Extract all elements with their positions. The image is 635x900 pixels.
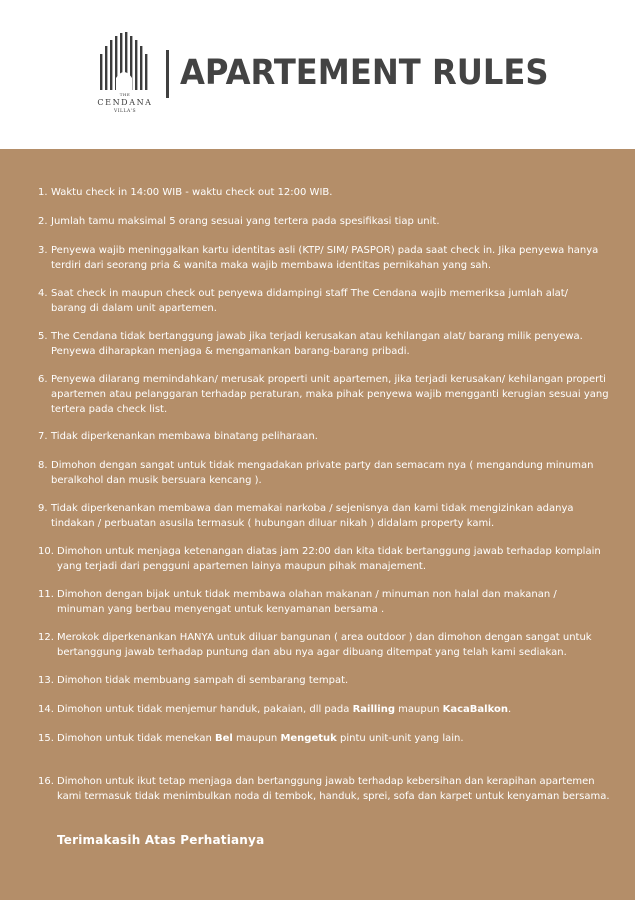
rule-text bbox=[38, 243, 608, 273]
rule-item bbox=[38, 774, 608, 804]
rule-fragment: pintu unit-unit yang lain. bbox=[336, 733, 464, 744]
rule-number: 16. bbox=[38, 776, 54, 787]
title-divider bbox=[166, 50, 169, 98]
rule-line: bertanggung jawab terhadap puntung dan abu nya agar dibuang ditempat yang telah kami sediakan. bbox=[57, 647, 567, 658]
rule-line: Dimohon dengan bijak untuk tidak membawa olahan makanan / minuman non halal dan makanan / bbox=[57, 589, 557, 600]
logo-sub: VILLA'S bbox=[113, 109, 137, 114]
rule-keyword: Bel bbox=[215, 733, 233, 744]
rule-fragment: maupun bbox=[395, 704, 443, 715]
rule-line: Dimohon dengan sangat untuk tidak mengadakan private party dan semacam nya ( mengandung minuman bbox=[51, 460, 594, 471]
rule-line: minuman yang berbau menyengat untuk kenyamanan bersama . bbox=[57, 604, 385, 615]
rule-line: Tidak diperkenankan membawa binatang peliharaan. bbox=[51, 431, 318, 442]
rule-line: tertera pada check list. bbox=[51, 404, 168, 415]
rule-text bbox=[38, 429, 608, 444]
rule-text bbox=[38, 185, 608, 200]
thanks-note: Terimakasih Atas Perhatianya bbox=[57, 833, 265, 847]
rule-text bbox=[38, 329, 608, 359]
rule-item bbox=[38, 501, 608, 531]
rule-line: The Cendana tidak bertanggung jawab jika terjadi kerusakan atau kehilangan alat/ barang milik penyewa. bbox=[51, 331, 583, 342]
rule-item bbox=[38, 429, 608, 444]
rule-keyword: Railling bbox=[352, 704, 395, 715]
logo-the: THE bbox=[119, 92, 131, 97]
rule-number: 4. bbox=[38, 288, 48, 299]
rule-number: 8. bbox=[38, 460, 48, 471]
rule-line: tindakan / perbuatan asusila termasuk ( hubungan diluar nikah ) didalam property kami. bbox=[51, 518, 495, 529]
rule-item bbox=[38, 286, 608, 316]
logo-name: CENDANA bbox=[97, 98, 153, 107]
rule-line: Waktu check in 14:00 WIB - waktu check out 12:00 WIB. bbox=[51, 187, 333, 198]
page-title: APARTEMENT RULES bbox=[180, 53, 549, 93]
rule-fragment: maupun bbox=[232, 733, 281, 744]
rule-number: 10. bbox=[38, 546, 54, 557]
rule-text bbox=[38, 731, 608, 746]
rule-text bbox=[38, 286, 608, 316]
rule-number: 6. bbox=[38, 374, 48, 385]
rule-line: Penyewa diharapkan menjaga & mengamankan barang-barang pribadi. bbox=[51, 346, 410, 357]
rule-item bbox=[38, 458, 608, 488]
rule-item bbox=[38, 243, 608, 273]
cendana-logo bbox=[96, 32, 154, 120]
rule-fragment: Dimohon untuk tidak menekan bbox=[57, 733, 216, 744]
rule-text bbox=[38, 501, 608, 531]
rule-item bbox=[38, 731, 608, 746]
rule-number: 1. bbox=[38, 187, 48, 198]
rule-number: 11. bbox=[38, 589, 54, 600]
rule-line: Jumlah tamu maksimal 5 orang sesuai yang tertera pada spesifikasi tiap unit. bbox=[51, 216, 440, 227]
rule-number: 7. bbox=[38, 431, 48, 442]
rule-text bbox=[38, 587, 608, 617]
rule-line: terdiri dari seorang pria & wanita maka wajib membawa identitas pernikahan yang sah. bbox=[51, 260, 492, 271]
rules-panel bbox=[0, 149, 635, 900]
rule-fragment: Dimohon untuk tidak menjemur handuk, pakaian, dll pada bbox=[57, 704, 353, 715]
rule-line: Dimohon tidak membuang sampah di sembarang tempat. bbox=[57, 675, 349, 686]
rule-item bbox=[38, 673, 608, 688]
rule-line: apartemen atau pelanggaran terhadap peraturan, maka pihak penyewa wajib mengganti kerugian sesuai yang bbox=[51, 389, 609, 400]
rule-line: yang terjadi dari pengguni apartemen lainya maupun pihak manajement. bbox=[57, 561, 427, 572]
rule-line: Tidak diperkenankan membawa dan memakai narkoba / sejenisnya dan kami tidak mengizinkan adanya bbox=[51, 503, 574, 514]
rule-number: 14. bbox=[38, 704, 54, 715]
rule-number: 9. bbox=[38, 503, 48, 514]
rule-line: Dimohon untuk menjaga ketenangan diatas jam 22:00 dan kita tidak bertanggung jawab terhadap komplain bbox=[57, 546, 601, 557]
rule-number: 13. bbox=[38, 675, 54, 686]
rule-item bbox=[38, 372, 608, 417]
rule-line: beralkohol dan musik bersuara kencang ). bbox=[51, 475, 262, 486]
rule-text bbox=[38, 214, 608, 229]
rule-line: kami termasuk tidak menimbulkan noda di tembok, handuk, sprei, sofa dan karpet untuk kenyaman bersama. bbox=[57, 791, 610, 802]
rule-line: Merokok diperkenankan HANYA untuk diluar bangunan ( area outdoor ) dan dimohon dengan sangat untuk bbox=[57, 632, 592, 643]
rule-line: Saat check in maupun check out penyewa didampingi staff The Cendana wajib memeriksa jumlah alat/ bbox=[51, 288, 569, 299]
header bbox=[0, 0, 635, 149]
rule-item bbox=[38, 702, 608, 717]
rule-item bbox=[38, 544, 608, 574]
rule-text bbox=[38, 702, 608, 717]
rule-line: barang di dalam unit apartemen. bbox=[51, 303, 217, 314]
rule-item bbox=[38, 587, 608, 617]
rule-text bbox=[38, 372, 608, 417]
rule-text bbox=[38, 673, 608, 688]
rule-item bbox=[38, 329, 608, 359]
rule-keyword: KacaBalkon bbox=[442, 704, 508, 715]
rule-number: 3. bbox=[38, 245, 48, 256]
rule-number: 12. bbox=[38, 632, 54, 643]
rule-line bbox=[57, 702, 608, 717]
rule-item bbox=[38, 630, 608, 660]
rule-item bbox=[38, 185, 608, 200]
rule-text bbox=[38, 774, 608, 804]
rule-text bbox=[38, 630, 608, 660]
rule-line: Dimohon untuk ikut tetap menjaga dan bertanggung jawab terhadap kebersihan dan kerapihan apartemen bbox=[57, 776, 595, 787]
rule-line: Penyewa dilarang memindahkan/ merusak properti unit apartemen, jika terjadi kerusakan/ kehilangan properti bbox=[51, 374, 606, 385]
rule-text bbox=[38, 458, 608, 488]
rule-keyword: Mengetuk bbox=[280, 733, 337, 744]
rule-number: 15. bbox=[38, 733, 54, 744]
building-columns-icon bbox=[96, 32, 154, 92]
rule-item bbox=[38, 214, 608, 229]
rule-number: 5. bbox=[38, 331, 48, 342]
rule-line bbox=[57, 731, 608, 746]
rule-fragment: . bbox=[507, 704, 512, 715]
rule-number: 2. bbox=[38, 216, 48, 227]
rule-text bbox=[38, 544, 608, 574]
rule-line: Penyewa wajib meninggalkan kartu identitas asli (KTP/ SIM/ PASPOR) pada saat check in. Jika penyewa hanya bbox=[51, 245, 599, 256]
